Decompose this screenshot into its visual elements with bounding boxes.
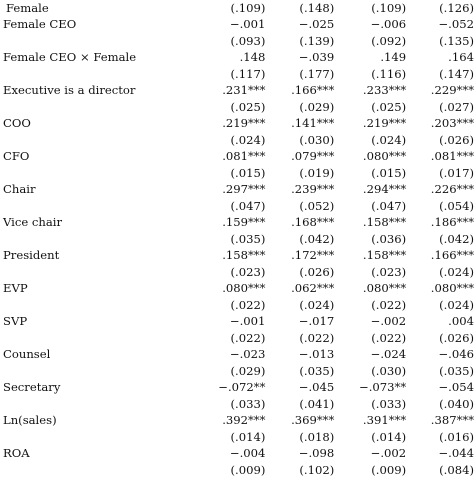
- table-cell: (.135): [414, 33, 474, 50]
- table-cell: .391***: [342, 412, 414, 429]
- table-cell: (.109): [188, 0, 278, 16]
- row-label: Counsel: [0, 346, 188, 363]
- row-label: [0, 396, 188, 413]
- table-cell: .239***: [277, 181, 342, 198]
- row-label: Female: [0, 0, 188, 16]
- table-cell: (.016): [414, 429, 474, 446]
- row-label: [0, 462, 188, 478]
- table-cell: .081***: [414, 148, 474, 165]
- table-row: [0, 165, 474, 182]
- table-row: [0, 396, 474, 413]
- table-cell: (.026): [414, 132, 474, 149]
- table-cell: .158***: [342, 214, 414, 231]
- row-label: [0, 132, 188, 149]
- table-cell: (.022): [277, 330, 342, 347]
- table-cell: (.047): [188, 198, 278, 215]
- table-cell: (.023): [188, 264, 278, 281]
- table-cell: (.139): [277, 33, 342, 50]
- table-cell: (.054): [414, 198, 474, 215]
- table-cell: (.036): [342, 231, 414, 248]
- table-cell: (.018): [277, 429, 342, 446]
- table-row: [0, 16, 474, 33]
- row-label: Ln(sales): [0, 412, 188, 429]
- table-row: [0, 231, 474, 248]
- table-cell: .186***: [414, 214, 474, 231]
- table-cell: (.042): [277, 231, 342, 248]
- table-cell: (.015): [342, 165, 414, 182]
- row-label: Female CEO: [0, 16, 188, 33]
- table-row: [0, 313, 474, 330]
- table-cell: −.072**: [188, 379, 278, 396]
- table-row: [0, 429, 474, 446]
- table-row: [0, 297, 474, 314]
- table-cell: (.014): [188, 429, 278, 446]
- table-cell: .229***: [414, 82, 474, 99]
- table-row: [0, 82, 474, 99]
- table-row: [0, 33, 474, 50]
- table-cell: −.046: [414, 346, 474, 363]
- table-row: [0, 181, 474, 198]
- table-cell: (.022): [342, 297, 414, 314]
- row-label: President: [0, 247, 188, 264]
- table-cell: (.027): [414, 99, 474, 116]
- table-cell: .158***: [342, 247, 414, 264]
- table-cell: .080***: [414, 280, 474, 297]
- table-cell: .226***: [414, 181, 474, 198]
- table-cell: .148: [188, 49, 278, 66]
- table-cell: (.022): [188, 297, 278, 314]
- table-cell: .219***: [342, 115, 414, 132]
- row-label: [0, 198, 188, 215]
- table-cell: (.024): [342, 132, 414, 149]
- table-row: [0, 330, 474, 347]
- table-cell: (.035): [277, 363, 342, 380]
- row-label: Secretary: [0, 379, 188, 396]
- table-cell: .294***: [342, 181, 414, 198]
- table-row: [0, 462, 474, 478]
- table-cell: (.117): [188, 66, 278, 83]
- table-cell: (.041): [277, 396, 342, 413]
- table-cell: (.035): [414, 363, 474, 380]
- table-cell: .166***: [414, 247, 474, 264]
- table-cell: (.025): [342, 99, 414, 116]
- table-cell: (.042): [414, 231, 474, 248]
- table-cell: .158***: [188, 247, 278, 264]
- table-cell: −.098: [277, 445, 342, 462]
- table-row: [0, 346, 474, 363]
- table-cell: (.030): [342, 363, 414, 380]
- table-cell: (.026): [277, 264, 342, 281]
- table-cell: −.013: [277, 346, 342, 363]
- table-cell: (.033): [188, 396, 278, 413]
- table-cell: .080***: [342, 148, 414, 165]
- row-label: [0, 99, 188, 116]
- table-cell: (.029): [277, 99, 342, 116]
- table-row: [0, 363, 474, 380]
- table-cell: .081***: [188, 148, 278, 165]
- table-cell: −.044: [414, 445, 474, 462]
- table-cell: (.024): [188, 132, 278, 149]
- table-cell: (.024): [414, 297, 474, 314]
- table-cell: (.147): [414, 66, 474, 83]
- table-cell: −.045: [277, 379, 342, 396]
- table-cell: (.017): [414, 165, 474, 182]
- row-label: Female CEO × Female: [0, 49, 188, 66]
- table-cell: (.093): [188, 33, 278, 50]
- table-cell: .062***: [277, 280, 342, 297]
- row-label: Vice chair: [0, 214, 188, 231]
- table-cell: .233***: [342, 82, 414, 99]
- table-row: [0, 280, 474, 297]
- table-row: [0, 247, 474, 264]
- table-cell: (.025): [188, 99, 278, 116]
- table-cell: .164: [414, 49, 474, 66]
- table-cell: .203***: [414, 115, 474, 132]
- table-row: [0, 148, 474, 165]
- table-cell: (.024): [277, 297, 342, 314]
- table-cell: −.039: [277, 49, 342, 66]
- row-label: Executive is a director: [0, 82, 188, 99]
- row-label: [0, 330, 188, 347]
- table-cell: (.026): [414, 330, 474, 347]
- row-label: [0, 429, 188, 446]
- table-row: [0, 115, 474, 132]
- table-cell: .141***: [277, 115, 342, 132]
- table-cell: .149: [342, 49, 414, 66]
- table-cell: .369***: [277, 412, 342, 429]
- table-cell: −.023: [188, 346, 278, 363]
- table-cell: −.073**: [342, 379, 414, 396]
- table-cell: (.116): [342, 66, 414, 83]
- row-label: Chair: [0, 181, 188, 198]
- table-cell: (.102): [277, 462, 342, 478]
- table-cell: −.024: [342, 346, 414, 363]
- row-label: EVP: [0, 280, 188, 297]
- table-cell: .079***: [277, 148, 342, 165]
- table-cell: (.177): [277, 66, 342, 83]
- table-cell: (.024): [414, 264, 474, 281]
- table-cell: (.126): [414, 0, 474, 16]
- table-cell: −.006: [342, 16, 414, 33]
- table-cell: (.022): [342, 330, 414, 347]
- table-cell: −.052: [414, 16, 474, 33]
- table-row: [0, 214, 474, 231]
- row-label: [0, 33, 188, 50]
- table-cell: .219***: [188, 115, 278, 132]
- table-row: [0, 132, 474, 149]
- table-cell: .172***: [277, 247, 342, 264]
- table-cell: (.092): [342, 33, 414, 50]
- table-cell: −.002: [342, 445, 414, 462]
- table-cell: .387***: [414, 412, 474, 429]
- row-label: SVP: [0, 313, 188, 330]
- table-cell: −.002: [342, 313, 414, 330]
- table-cell: −.001: [188, 16, 278, 33]
- row-label: [0, 165, 188, 182]
- table-cell: (.030): [277, 132, 342, 149]
- table-cell: .297***: [188, 181, 278, 198]
- row-label: CFO: [0, 148, 188, 165]
- table-cell: (.040): [414, 396, 474, 413]
- table-cell: (.019): [277, 165, 342, 182]
- table-cell: .168***: [277, 214, 342, 231]
- table-cell: −.001: [188, 313, 278, 330]
- row-label: ROA: [0, 445, 188, 462]
- table-row: [0, 198, 474, 215]
- row-label: [0, 297, 188, 314]
- table-cell: .004: [414, 313, 474, 330]
- table-row: [0, 99, 474, 116]
- table-row: [0, 445, 474, 462]
- table-cell: (.047): [342, 198, 414, 215]
- table-cell: (.015): [188, 165, 278, 182]
- row-label: COO: [0, 115, 188, 132]
- table-cell: (.148): [277, 0, 342, 16]
- table-cell: .159***: [188, 214, 278, 231]
- table-row: [0, 49, 474, 66]
- table-cell: −.025: [277, 16, 342, 33]
- table-cell: (.009): [342, 462, 414, 478]
- table-cell: (.023): [342, 264, 414, 281]
- table-cell: .080***: [342, 280, 414, 297]
- table-cell: (.009): [188, 462, 278, 478]
- table-cell: −.004: [188, 445, 278, 462]
- table-cell: −.017: [277, 313, 342, 330]
- table-cell: .392***: [188, 412, 278, 429]
- table-cell: −.054: [414, 379, 474, 396]
- table-cell: .080***: [188, 280, 278, 297]
- table-cell: (.084): [414, 462, 474, 478]
- table-row: [0, 264, 474, 281]
- row-label: [0, 231, 188, 248]
- table-cell: (.014): [342, 429, 414, 446]
- row-label: [0, 66, 188, 83]
- table-cell: (.033): [342, 396, 414, 413]
- row-label: [0, 264, 188, 281]
- table-row: [0, 66, 474, 83]
- row-label: [0, 363, 188, 380]
- table-row: [0, 412, 474, 429]
- table-row: [0, 379, 474, 396]
- table-cell: .166***: [277, 82, 342, 99]
- table-cell: (.109): [342, 0, 414, 16]
- table-cell: .231***: [188, 82, 278, 99]
- table-cell: (.022): [188, 330, 278, 347]
- table-cell: (.052): [277, 198, 342, 215]
- table-cell: (.035): [188, 231, 278, 248]
- table-row: [0, 0, 474, 16]
- table-cell: (.029): [188, 363, 278, 380]
